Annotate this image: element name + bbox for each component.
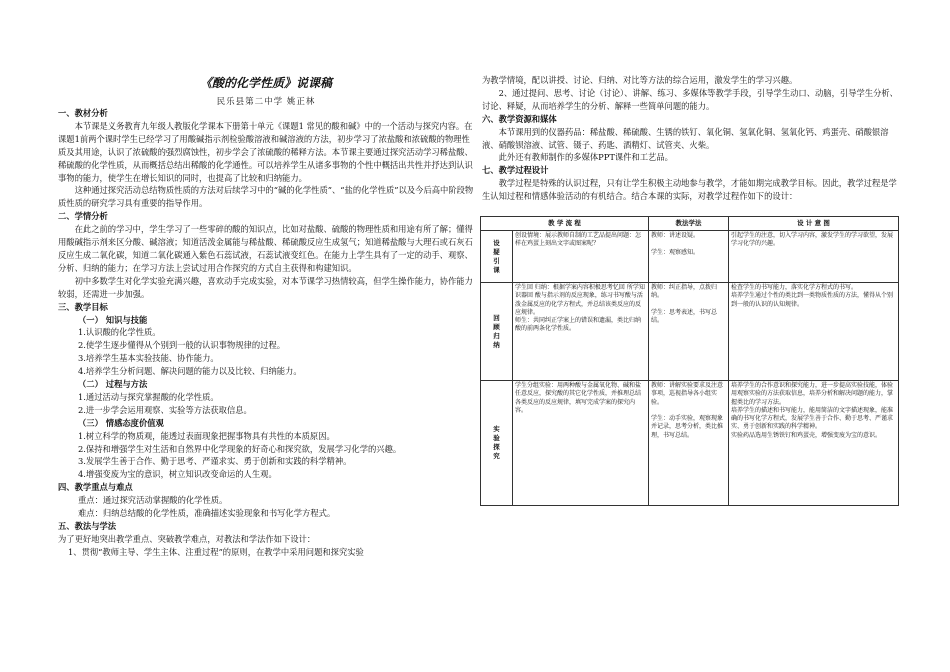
stage-label: 设疑引课 — [493, 238, 500, 274]
column-header: 设 计 意 图 — [729, 217, 899, 231]
flow-cell — [513, 381, 649, 506]
paragraph: 此外还有教师制作的多媒体PPT课件和工艺品。 — [498, 152, 673, 163]
flow-cell — [513, 283, 649, 381]
stage-label: 实验探究 — [493, 425, 500, 460]
section-heading: 五、教法与学法 — [58, 521, 117, 531]
list-item: 3.培养学生基本实验技能、协作能力。 — [78, 353, 219, 364]
table-header-row — [481, 217, 899, 231]
section-heading: 七、教学过程设计 — [482, 165, 549, 176]
paragraph: 为教学情境，配以讲授、讨论、归纳、对比等方法的综合运用，激发学生的学习兴趣。 — [482, 75, 798, 85]
cell-line: 学生：思考表述，书写总结。 — [651, 308, 718, 325]
paragraph: 这种通过探究活动总结物质性质的方法对后续学习中的“碱的化学性质”、“盐的化学性质”以及今后高中阶段物质性质的研究学习具有重要的指导作用。 — [58, 185, 474, 209]
cell-line — [651, 240, 726, 248]
list-item: 4.增强变废为宝的意识，树立知识改变命运的人生观。 — [78, 469, 277, 480]
cell-line: 师生：共同纠正学案上的错误和遗漏，类比归纳酸的前两条化学性质。 — [515, 317, 642, 333]
list-item: 2.保持和增强学生对生活和自然界中化学现象的好奇心和探究欲，发展学习化学的兴趣。 — [78, 443, 402, 454]
cell-line: 教师：讲述设疑。 — [651, 232, 700, 239]
cell-line: 教师：纠正指导，点拨归纳。 — [651, 284, 718, 300]
list-item: 1.认识酸的化学性质。 — [78, 327, 161, 338]
table-row — [481, 231, 899, 283]
paragraph: 教学过程是特殊的认识过程，只有让学生积极主动地参与教学，才能如期完成教学目标。因此，教学过程是学生认知过程和情感体验活动的有机结合。结合本课的实际，对教学过程作如下的设计： — [482, 178, 897, 202]
paragraph: 1、贯彻“教师主导、学生主体、注重过程”的原则，在教学中采用问题和探究实验 — [68, 546, 364, 557]
paragraph: 难点：归纳总结酸的化学性质，准确描述实验现象和书写化学方程式。 — [78, 508, 336, 519]
section-heading: 一、教材分析 — [58, 108, 108, 118]
paragraph: 重点：通过探究活动掌握酸的化学性质。 — [78, 495, 228, 506]
subsection-heading: （三） 情感态度价值观 — [78, 417, 164, 428]
table-row — [481, 283, 899, 381]
list-item: 1.树立科学的物质观，能透过表面现象把握事物具有共性的本质原因。 — [78, 430, 335, 441]
cell-line: 培养学生的描述和书写能力，能用简洁的文字描述现象，能准确的书写化学方程式，发展学生善于合作、勤于思考、严谨求实、勇于创新和实践的科学精神。 — [731, 406, 894, 431]
cell-line: 培养学生通过个性的类比到一类物质性质的方法，懂得从个别到一般的认识的认知规律。 — [731, 292, 894, 308]
method-cell — [649, 381, 729, 506]
list-item: 2.使学生逐步懂得从个别到一般的认识事物规律的过程。 — [78, 340, 286, 351]
column-header: 教 学 流 程 — [481, 217, 649, 231]
cell-line: 学生回 归纳：根据学案内容积极思考忆回 所学知识器回 酸与指示剂的反应现象，练习书写酸与活泼金属反应的化学方程式，并总结该类反应的反应规律。 — [515, 284, 645, 316]
right-text-flow — [482, 74, 900, 203]
section-heading: 六、教学资源和媒体 — [482, 113, 557, 124]
flow-cell — [513, 231, 649, 283]
method-cell — [649, 231, 729, 283]
table-row — [481, 381, 899, 506]
document-title: 《酸的化学性质》说课稿 — [199, 76, 332, 90]
stage-label: 回顾归纳 — [493, 313, 500, 349]
cell-line: 引起学生的注意，切入学习内容，激发学生的学习欲望，发展学习化学的兴趣。 — [731, 232, 894, 248]
cell-line: 教师：讲解实验要求及注意事项，巡视指导各小组实验。 — [651, 382, 724, 406]
list-item: 2.进一步学会运用观察、实验等方法获取信息。 — [78, 404, 252, 415]
subsection-heading: （一） 知识与技能 — [78, 314, 148, 325]
list-item: 3.发展学生善于合作、勤于思考、严谨求实、勇于创新和实践的科学精神。 — [78, 456, 352, 467]
cell-line: 检查学生的书写能力，落实化学方程式的书写。 — [731, 284, 858, 291]
cell-line: 创设情境：展示教师自制的工艺品提出问题：怎样在鸡蛋上刻出文字或图案呢？ — [515, 232, 642, 248]
subsection-heading: （二） 过程与方法 — [78, 379, 148, 390]
teaching-process-table — [480, 216, 899, 506]
document-author: 民乐县第二中学 姚正林 — [216, 97, 316, 107]
section-heading: 二、学情分析 — [58, 211, 108, 222]
cell-line: 培养学生的合作意识和探究能力，进一步提高实验技能，体验用观察实验的方法获取信息，培养分析和解决问题的能力，掌握类比的学习方法。 — [731, 382, 894, 406]
paragraph: 本节课是义务教育九年级人教版化学课本下册第十单元《课题1 常见的酸和碱》中的一个活动与探究内容。在课题1前两个课时学生已经学习了用酸碱指示剂检验酸溶液和碱溶液的方法，初步学习了浓盐酸和浓硫酸的物理性质及其用途，认识了浓硫酸的强烈腐蚀性，初步学会了浓硫酸的稀释方法。本节课主要通过探究活动学习稀盐酸、稀硫酸的化学性质，从而概括总结出稀酸的化学通性。可以培养学生从诸多事物的个性中概括出共性并抒达到认识事物的能力，使学生在增长知识的同时，也提高了比较和归纳能力。 — [58, 120, 473, 183]
cell-line — [651, 301, 726, 309]
section-heading: 三、教学目标 — [58, 301, 108, 312]
cell-line: 实验药品选用生锈铁钉和鸡蛋壳，增强变废为宝的意识。 — [731, 431, 882, 439]
list-item: 1.通过活动与探究掌握酸的化学性质。 — [78, 391, 219, 402]
paragraph: 初中多数学生对化学实验充满兴趣，喜欢动手完成实验，对本节课学习热情较高，但学生操作能力，协作能力较弱，还需进一步加强。 — [58, 275, 473, 299]
intent-cell — [729, 381, 899, 506]
left-text-flow — [58, 107, 474, 559]
cell-line: 学生分组实验：用两种酸与金属氧化物、碱和盐任意反应，探究酸的其它化学性质，并推理总结各类反应的反应规律，填写完成学案的探究内容。 — [515, 382, 642, 414]
paragraph: 本节课用到的仪器药品：稀盐酸、稀硫酸、生锈的铁钉、氧化铜、氢氧化铜、氢氧化钙、鸡蛋壳、硝酸银溶液、硝酸钡溶液、试管、镊子、药匙、酒精灯、试管夹、火柴。 — [482, 126, 889, 150]
method-cell — [649, 283, 729, 381]
column-header: 教法学法 — [649, 217, 729, 231]
cell-line: 学生：观察感知。 — [651, 248, 700, 256]
intent-cell — [729, 283, 899, 381]
section-heading: 四、教学重点与难点 — [58, 482, 133, 493]
list-item: 4.培养学生分析问题、解决问题的能力以及比较、归纳能力。 — [78, 366, 302, 377]
paragraph: 在此之前的学习中，学生学习了一些零碎的酸的知识点，比如对盐酸、硫酸的物理性质和用途有所了解；懂得用酸碱指示剂来区分酸、碱溶液；知道活泼金属能与稀盐酸、稀硫酸反应生成氢气；知道稀盐酸与大理石或石灰石反应生成二氧化碳，知道二氧化碳通入紫色石蕊试液，石蕊试液变红色。在能力上学生具有了一定的动手、观察、分析、归纳的能力；在学习方法上尝试过用合作探究的方式自主获得和构建知识。 — [58, 224, 473, 273]
paragraph: 2、通过提问、思考、讨论（讨论）、讲解、练习、多媒体等教学手段，引导学生动口、动脑，引导学生分析、讨论、释疑，从而培养学生的分析、解释一些简单问题的能力。 — [482, 87, 898, 111]
intent-cell — [729, 231, 899, 283]
cell-line: 学生：动手实验，观察现象并记录，思考分析，类比推理，书写总结。 — [651, 415, 724, 439]
cell-line — [651, 407, 726, 415]
paragraph: 为了更好地突出教学重点、突破教学难点，对教法和学法作如下设计： — [58, 533, 316, 544]
